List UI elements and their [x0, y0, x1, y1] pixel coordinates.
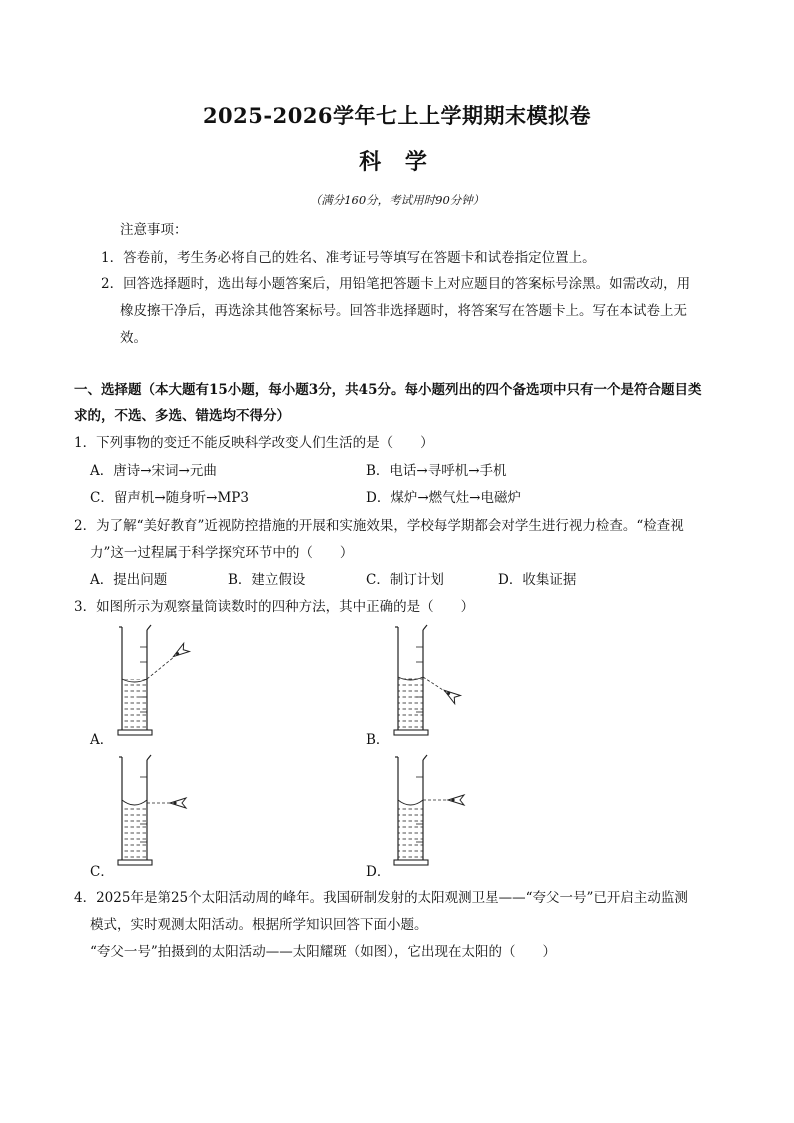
question-3-option-d: D． — [366, 864, 391, 880]
notice-item-2-line3: 效。 — [120, 330, 147, 346]
question-1-option-d: D．煤炉→燃气灶→电磁炉 — [366, 490, 521, 506]
question-4-line2: 模式，实时观测太阳活动。根据所学知识回答下面小题。 — [90, 917, 428, 933]
question-2-line2: 力”这一过程属于科学探究环节中的（ ） — [90, 545, 354, 561]
section-heading-line2: 求的，不选、多选、错选均不得分） — [74, 408, 290, 424]
question-2-option-b: B．建立假设 — [228, 572, 306, 588]
question-1-option-c: C．留声机→随身听→MP3 — [90, 490, 249, 506]
exam-meta: （满分160分，考试用时90分钟） — [309, 193, 485, 207]
cylinder-figure-c — [112, 752, 202, 870]
question-1-option-a: A．唐诗→宋词→元曲 — [90, 463, 217, 479]
question-3-option-c: C． — [90, 864, 114, 880]
notice-item-1: 1．答卷前，考生务必将自己的姓名、准考证号等填写在答题卡和试卷指定位置上。 — [101, 250, 596, 266]
question-4-line3: “夸父一号”拍摄到的太阳活动——太阳耀斑（如图），它出现在太阳的（ ） — [90, 944, 557, 960]
question-1-stem: 1．下列事物的变迁不能反映科学改变人们生活的是（ ） — [74, 435, 434, 451]
exam-title: 2025-2026学年七上上学期期末模拟卷 — [202, 103, 592, 128]
question-3-option-b: B． — [366, 732, 390, 748]
question-1-option-b: B．电话→寻呼机→手机 — [366, 463, 507, 479]
question-3-stem: 3．如图所示为观察量筒读数时的四种方法，其中正确的是（ ） — [74, 599, 475, 615]
question-2-line1: 2．为了解“美好教育”近视防控措施的开展和实施效果，学校每学期都会对学生进行视力检查。“检查视 — [74, 518, 684, 534]
question-3-option-a: A． — [90, 732, 114, 748]
question-2-option-c: C．制订计划 — [366, 572, 444, 588]
notice-heading: 注意事项： — [120, 222, 188, 238]
subject-title: 科 学 — [359, 149, 435, 175]
notice-item-2-line2: 橡皮擦干净后，再选涂其他答案标号。回答非选择题时，将答案写在答题卡上。写在本试卷上无 — [120, 303, 687, 319]
section-heading-line1: 一、选择题（本大题有15小题，每小题3分，共45分。每小题列出的四个备选项中只有一个是符合题目类 — [74, 382, 702, 398]
question-2-option-a: A．提出问题 — [90, 572, 168, 588]
question-2-option-d: D．收集证据 — [498, 572, 577, 588]
cylinder-figure-b — [390, 622, 480, 742]
cylinder-figure-d — [390, 752, 480, 870]
cylinder-figure-a — [112, 622, 202, 742]
question-4-line1: 4．2025年是第25个太阳活动周的峰年。我国研制发射的太阳观测卫星——“夸父一号”已开启主动监测 — [74, 890, 688, 906]
notice-item-2-line1: 2．回答选择题时，选出每小题答案后，用铅笔把答题卡上对应题目的答案标号涂黑。如需改动，用 — [101, 276, 691, 292]
